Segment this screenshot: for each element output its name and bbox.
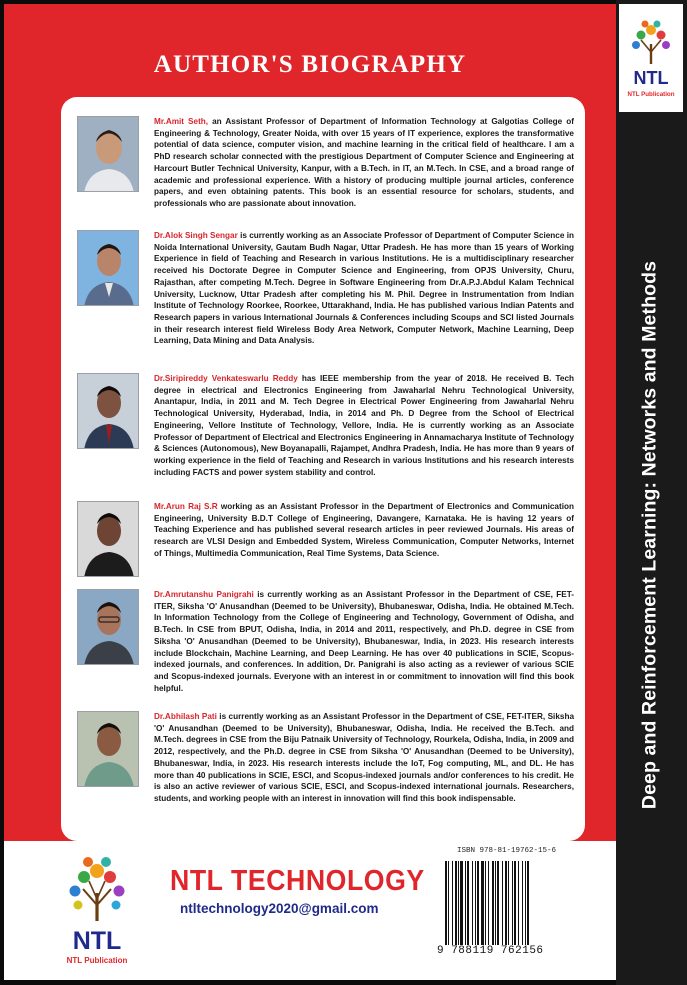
spine-logo-text: NTL: [633, 68, 669, 88]
author-text-5: is currently working as an Assistant Professor in the Department of CSE, FET-ITER, Siksha 'O' Anusandhan (Deemed to be University), Bhubaneswar, Odisha, India. He obtained M.Tech. In Information Technology from the College of Engineering and Technology, Government of Odisha, and B.Tech. In CSE from BPUT, Odisha, India, in 2014 and 2011, respectively, and Ph.D. degree in CSE from Siksha 'O' Anusandhan (Deemed to be University), Bhubaneswar, India, in 2023. His research interests include Blockchain, Machine Learning, and Deep Learning. He has over 40 publications in SCIE, Scopus-indexed journals, and conferences. In addition, Dr. Panigrahi is also acting as a reviewer of various SCIE and Scopus-indexed journals. Everyone with an interest in or commitment to innovation will find this book helpful.: [154, 590, 574, 693]
ntl-publication-logo: [56, 849, 138, 977]
page-title: AUTHOR'S BIOGRAPHY: [153, 51, 467, 78]
spine-logo-subtext: NTL Publication: [627, 91, 675, 98]
author-text-3: has IEEE membership from the year of 2018. He received B. Tech degree in electrical and Electronics Engineering from Jawaharlal Nehru Technological University, Anantapur, India, in 2011 and M. Tech Degree in Electrical Power Engineering from Jawaharlal Nehru Technological University, Hyderabad, India, in 2014 and Ph. D Degree from the School of Electrical Engineering, Vellore Institute of Technology, Vellore, India. He is currently working as an Associate Professor of Department of Electrical and Electronics Engineering in Annamacharya Institute of Technology & Sciences (Autonomous), New Boyanapalli, Rajampet, Andhra Pradesh, India. He has more than 9 years of working experience in the field of Teaching and Research in various Institutions and his research interests including FACTS and power system stability and control.: [154, 374, 574, 477]
isbn-label: ISBN 978-81-19762-15-6: [457, 847, 557, 855]
author-photo-3: [77, 373, 139, 449]
author-name-6: Dr.Abhilash Pati: [154, 712, 217, 721]
footer-band: [4, 841, 616, 980]
author-bio-1: [154, 116, 574, 210]
ntl-spine-logo: [619, 4, 683, 112]
contact-email: ntltechnology2020@gmail.com: [180, 901, 379, 916]
author-photo-6: [77, 711, 139, 787]
brand-name: NTL TECHNOLOGY: [170, 865, 425, 897]
author-name-1: Mr.Amit Seth,: [154, 117, 209, 126]
author-photo-2: [77, 230, 139, 306]
author-text-4: working as an Assistant Professor in the Department of Electronics and Communication Engineering, University B.D.T College of Engineering, Davangere, Karnataka. He is having 12 years of Teaching Experience and has published several research articles in peer reviewed Journals. His areas of research are VLSI Design and Embedded System, Wireless Communication, Computer Networks, Internet of Things, Multimedia Communication, Real Time Systems, Data Science.: [154, 502, 574, 558]
footer-logo-subtext: NTL Publication: [66, 956, 128, 965]
author-name-5: Dr.Amrutanshu Panigrahi: [154, 590, 254, 599]
author-bio-5: [154, 589, 574, 694]
author-text-2: is currently working as an Associate Professor of Department of Computer Science in Noida International University, Gautam Budh Nagar, Uttar Pradesh. He has more than 15 years of Working Experience in field of Teaching and Research in various Institutions. He is a multidisciplinary researcher received his Doctorate Degree in Computer Science and Engineering, from OPJS University, Churu, Rajasthan, after competing M.Tech. Degree in Software Engineering from Dr.A.P.J.Abdul Kalam Technical University, Lucknow, Uttar Pradesh after completing his M. Phil. Degree in Instrumentation from Indian Institute of Technology Roorkee, Roorkee, Uttarakhand, India. He has published various Indian Patents and Research papers in various International Journals & Conferences including Scoups and SCI listed Journals in their research interest field Wireless Body Area Network, Computer Network, Machine Learning, Deep Learning, Data Mining and Data Analysis.: [154, 231, 574, 346]
author-photo-4: [77, 501, 139, 577]
barcode-digits: 9 788119 762156: [437, 945, 544, 957]
bio-panel: [61, 97, 585, 841]
author-name-3: Dr.Siripireddy Venkateswarlu Reddy: [154, 374, 298, 383]
author-name-2: Dr.Alok Singh Sengar: [154, 231, 238, 240]
author-bio-3: [154, 373, 574, 478]
spine-logo-area: [619, 4, 683, 112]
author-text-1: an Assistant Professor of Department of Information Technology at Galgotias College of Engineering & Technology, Greater Noida, with over 15 years of IT experience, explores the transformative potential of data science, computer vision, and machine learning in the critical field of healthcare. I am a PhD research scholar connected with the prestigious Department of Computer Science and Engineering at Harcourt Butler Technical University, Kanpur, with a B.Tech. in IT, an M.Tech. In CSE, and a broad range of academic and professional experience. With a history of producing multiple journal articles, conference papers, and even obtaining patents. This book is an essential resource for scholars, students, and professionals who are passionate about innovation.: [154, 117, 574, 208]
footer-logo-text: NTL: [72, 927, 122, 955]
author-photo-1: [77, 116, 139, 192]
author-photo-5: [77, 589, 139, 665]
spine-title: Deep and Reinforcement Learning: Networks and Methods: [638, 260, 661, 810]
author-bio-4: [154, 501, 574, 560]
author-bio-6: [154, 711, 574, 805]
author-bio-2: [154, 230, 574, 347]
author-text-6: is currently working as an Assistant Professor in the Department of CSE, FET-ITER, Siksha 'O' Anusandhan (Deemed to be University), Bhubaneswar, Odisha, India. He received the B.Tech. and M.Tech. degrees in CSE from the Biju Patnaik University of Technology, Rourkela, Odisha, India, in 2009 and 2012, respectively, and the Ph.D. degree in CSE from Siksha 'O' Anusandhan (Deemed to be University), Bhubaneswar, India, in 2023. His research interests include the IoT, Fog computing, ML, and DL. He has more than 40 publications in SCIE, ESCI, and Scopus-indexed journals and/or conferences to his credit. He is also an active reviewer of various SCIE, ESCI, and Scopus-indexed international journals. Researchers, students, and working people with an interest in innovation will find this book indispensable.: [154, 712, 574, 803]
barcode-icon: [443, 861, 571, 945]
author-name-4: Mr.Arun Raj S.R: [154, 502, 218, 511]
